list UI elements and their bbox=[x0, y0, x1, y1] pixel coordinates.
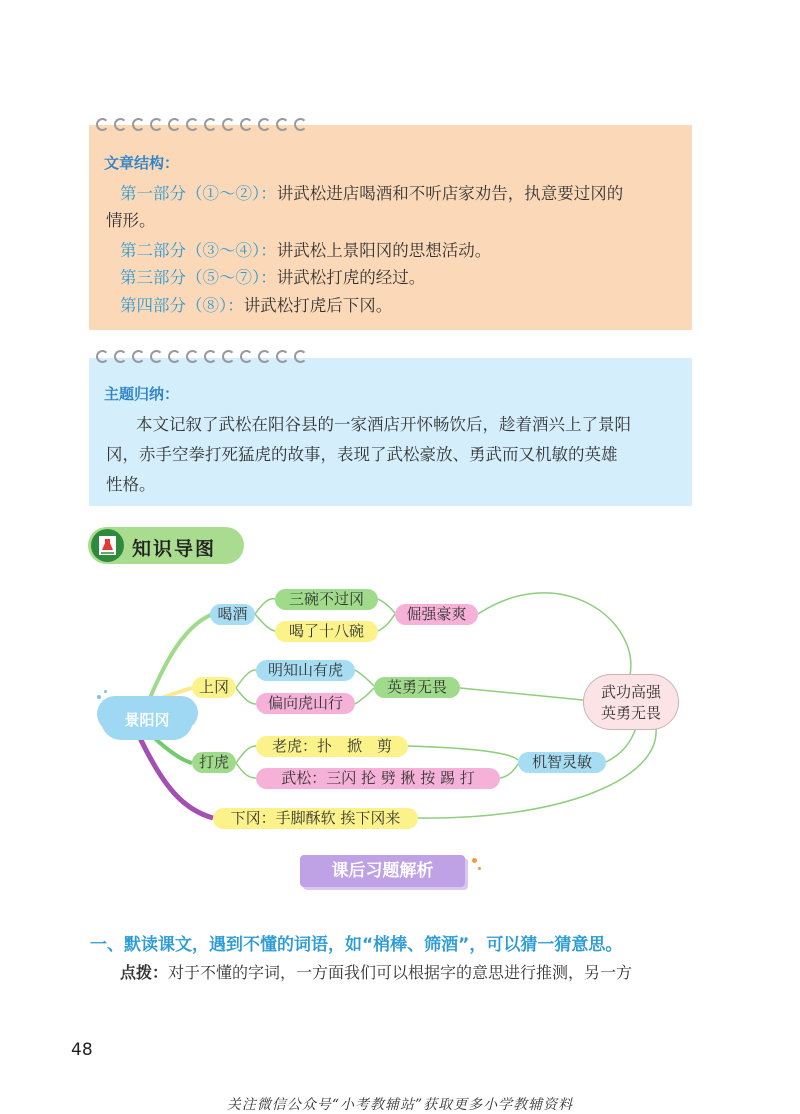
node-drink-a: 三碗不过冈 bbox=[275, 589, 378, 610]
theme-line-3: 性格。 bbox=[106, 475, 156, 494]
hint-text: 对于不懂的字词，一方面我们可以根据字的意思进行推测，另一方 bbox=[168, 963, 633, 982]
structure-part-4: 第四部分（⑧）：讲武松打虎后下冈。 bbox=[120, 296, 393, 315]
node-fight-trait: 机智灵敏 bbox=[518, 752, 606, 773]
summary-text-1: 武功高强 bbox=[600, 683, 661, 701]
decor-dots bbox=[104, 690, 107, 693]
mindmap-title: 知识导图 bbox=[132, 538, 217, 560]
node-climb: 上冈 bbox=[192, 677, 236, 698]
structure-title: 文章结构： bbox=[104, 154, 180, 172]
node-fight-a: 老虎：扑 掀 剪 bbox=[256, 736, 408, 757]
center-node: 景阳冈 bbox=[124, 711, 170, 729]
node-fight: 打虎 bbox=[192, 752, 236, 773]
structure-part-3: 第三部分（⑤～⑦）：讲武松打虎的经过。 bbox=[120, 268, 426, 287]
node-drink: 喝酒 bbox=[210, 604, 255, 625]
node-drink-trait: 倔强豪爽 bbox=[395, 604, 478, 625]
node-descend: 下冈：手脚酥软 挨下冈来 bbox=[213, 808, 418, 829]
node-climb-a: 明知山有虎 bbox=[256, 660, 355, 681]
theme-line-1: 本文记叙了武松在阳谷县的一家酒店开怀畅饮后，趁着酒兴上了景阳 bbox=[136, 415, 631, 434]
node-fight-b: 武松：三闪 抡 劈 揪 按 踢 打 bbox=[256, 768, 500, 789]
theme-title: 主题归纳： bbox=[104, 385, 180, 403]
exercise-section-title: 课后习题解析 bbox=[331, 861, 434, 881]
exercise-section-tag bbox=[300, 855, 465, 887]
summary-text-2: 英勇无畏 bbox=[600, 704, 661, 722]
hint-label: 点拨： bbox=[120, 963, 169, 982]
decor-dots bbox=[97, 695, 101, 699]
footer-note: 关注微信公众号“小考教辅站”获取更多小学教辅资料 bbox=[226, 1097, 574, 1113]
exercise-hint bbox=[120, 960, 632, 983]
exercise-question: 一、默读课文，遇到不懂的词语，如“梢棒、筛酒”，可以猜一猜意思。 bbox=[90, 935, 623, 955]
node-climb-b: 偏向虎山行 bbox=[256, 693, 355, 714]
decor-dots bbox=[472, 858, 477, 863]
structure-part-1-cont: 情形。 bbox=[106, 211, 156, 230]
structure-part-1: 第一部分（①～②）：讲武松进店喝酒和不听店家劝告，执意要过冈的 bbox=[120, 184, 624, 203]
structure-part-2: 第二部分（③～④）：讲武松上景阳冈的思想活动。 bbox=[120, 241, 492, 260]
page-number: 48 bbox=[71, 1040, 93, 1060]
node-climb-trait: 英勇无畏 bbox=[374, 677, 460, 698]
node-drink-b: 喝了十八碗 bbox=[275, 621, 378, 642]
decor-dots bbox=[478, 867, 481, 870]
theme-line-2: 冈，赤手空拳打死猛虎的故事，表现了武松豪放、勇武而又机敏的英雄 bbox=[106, 445, 618, 464]
